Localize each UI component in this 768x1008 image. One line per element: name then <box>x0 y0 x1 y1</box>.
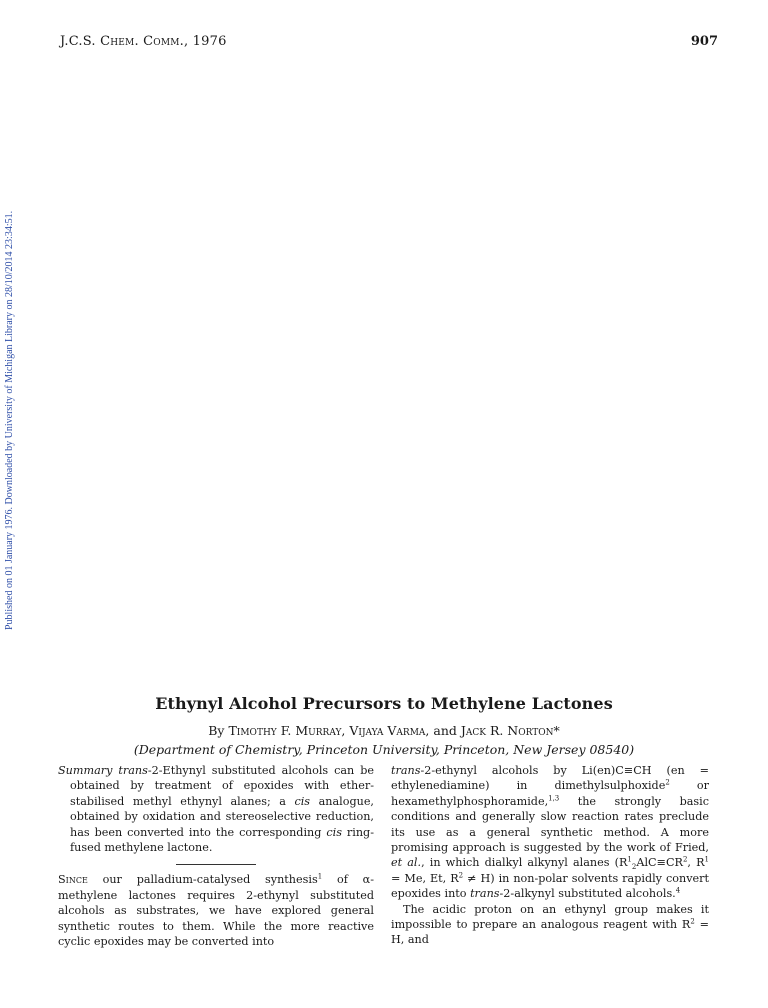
body-text: -2-ethynyl alcohols by Li(en)C≡CH (en = ethylenediamine) in dimethylsulphoxide <box>391 764 709 793</box>
affiliation-text: (Department of Chemistry, Princeton University, Princeton, New Jersey 08540) <box>133 742 635 757</box>
body-text: , R <box>687 856 705 870</box>
download-watermark: Published on 01 January 1976. Downloaded by University of Michigan Library on 28/10/2014 23:34:51. <box>4 210 15 630</box>
summary-italic: trans <box>118 764 148 777</box>
summary-text: ring-fused methylene lactone. <box>70 825 374 855</box>
body-text: -2-alkynyl substituted alcohols. <box>499 887 676 901</box>
author-name: Vijaya Varma <box>349 723 426 738</box>
journal-name: Chem. Comm. <box>100 34 184 49</box>
opening-word: Since <box>58 873 88 887</box>
body-text: , in which dialkyl alkynyl alanes (R <box>421 856 628 870</box>
body-text: ≠ H) in non-polar solvents rapidly convert epoxides into <box>391 871 709 901</box>
body-text: or hexamethylphosphoramide, <box>391 779 709 808</box>
body-text: AlC≡CR <box>636 856 683 870</box>
body-paragraph <box>58 872 374 949</box>
body-text: The acidic proton on an ethynyl group makes it impossible to prepare an analogous reagent with R <box>391 902 709 932</box>
journal-prefix: J.C.S. <box>60 34 101 49</box>
body-italic: trans <box>391 764 421 777</box>
body-text: of α-methylene lactones requires 2-ethynyl substituted alcohols as substrates, we have explored general synthetic routes to them. While the more reactive cyclic epoxides may be converted into <box>58 873 374 949</box>
body-text: the strongly basic conditions and generally slow reaction rates preclude its use as a general synthetic method. A more promising approach is suggested by the work of Fried, <box>391 794 709 855</box>
page-number: 907 <box>690 34 718 49</box>
superscript: 2 <box>690 917 695 926</box>
body-italic: trans <box>470 887 500 901</box>
column-left <box>58 763 374 949</box>
superscript: 2 <box>682 855 688 864</box>
author-name: Jack R. Norton <box>460 723 554 738</box>
subscript: 2 <box>631 863 637 872</box>
body-text: = H, and <box>391 918 709 947</box>
summary-paragraph <box>58 763 374 855</box>
column-right <box>391 763 709 948</box>
reference-marker: 2 <box>665 778 670 787</box>
running-header <box>60 34 227 49</box>
reference-marker: 1,3 <box>548 794 560 803</box>
article-title: Ethynyl Alcohol Precursors to Methylene Lactones <box>155 694 613 713</box>
byline-separator: , <box>341 723 350 738</box>
byline-by: By <box>208 723 229 738</box>
summary-text: analogue, obtained by oxidation and stereoselective reduction, has been converted into the corresponding <box>70 794 374 839</box>
body-text: our palladium-catalysed synthesis <box>87 873 318 887</box>
reference-marker: 1 <box>317 872 323 881</box>
superscript: 1 <box>704 855 709 864</box>
byline-separator: , and <box>425 723 461 738</box>
body-text: = Me, Et, R <box>391 871 459 885</box>
summary-text: -2-Ethynyl substituted alcohols can be obtained by treatment of epoxides with ether-stabilised methyl ethynyl alanes; a <box>70 764 375 808</box>
body-paragraph-continued <box>391 763 709 902</box>
body-italic: et al. <box>391 856 422 870</box>
section-divider <box>176 864 256 865</box>
byline <box>0 723 768 738</box>
reference-marker: 4 <box>675 886 681 895</box>
journal-year: , 1976 <box>184 34 227 49</box>
summary-label: Summary <box>58 764 113 777</box>
corresponding-author-mark: * <box>553 723 560 738</box>
summary-italic: cis <box>326 825 342 839</box>
superscript: 2 <box>458 871 464 880</box>
body-paragraph <box>391 902 709 948</box>
author-name: Timothy F. Murray <box>228 723 342 738</box>
affiliation <box>0 742 768 757</box>
superscript: 1 <box>627 855 632 864</box>
summary-italic: cis <box>294 794 311 808</box>
